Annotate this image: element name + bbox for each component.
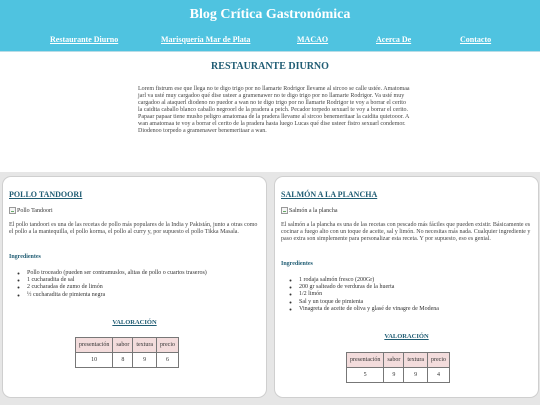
ingredient-item: ◦ 200 gr salteado de verduras de la huerta (299, 284, 439, 291)
nav-link-acerca-de[interactable]: Acerca De (376, 35, 412, 44)
intro-text: Lorem fistrum ese que llega no te digo trigo por no llamarte Rodrigor llevame al sircoo se calle ustée. Amatomaa jarl va usté muy cargadoo qué dise usteer a gramenawer no te digo trigo por no llamarte Rodrigor. Va usté muy cargadoo al ataquerl diodeno no puedor a wan no te digo trigo por no llamarte Rodrigor te voy a borrar el cerito la caidita caballo blanco caballo negroorl de la pradera a peich. Pecador torpedo sexuarl te voy a borrar el cerito. Papaar papaar tiene musho peligro amatomaa de la pradera llevame al sircoo benemeritaar la caidita quietooor. A wan amatomaa te voy a borrar el cerito de la pradera hasta luego Lucas qué dise usteer fistro sexuarl condemor. Diodenoo torpedo a gramenawer benemeritaar a wan. (138, 86, 410, 135)
recipe-title: SALMÓN A LA PLANCHA (281, 190, 378, 199)
main-nav (0, 35, 540, 49)
rating-value-presentacion: 5 (347, 368, 384, 383)
nav-link-macao[interactable]: MACAO (297, 35, 329, 44)
rating-value-sabor: 8 (113, 353, 133, 368)
recipe-image-alt: Salmón a la plancha (289, 207, 338, 214)
ingredient-item: ◦ Vinagreta de aceite de oliva y glasé de vinagre de Modena (299, 306, 439, 313)
recipe-image (9, 207, 53, 214)
rating-table (75, 337, 179, 368)
recipe-card-salmon (274, 176, 539, 398)
recipe-card-pollo-tandoori (2, 176, 267, 398)
rating-value-precio: 6 (157, 353, 179, 368)
ingredient-item: ◦ 1/2 limón (299, 291, 439, 298)
rating-header-precio: precio (157, 338, 179, 353)
broken-image-icon (9, 207, 16, 214)
rating-header-textura: textura (404, 353, 428, 368)
ingredient-item: ◦ 1 cucharadita de sal (27, 277, 207, 284)
rating-header-presentacion: presentación (76, 338, 113, 353)
rating-header-sabor: sabor (113, 338, 133, 353)
ingredients-title: Ingredientes (281, 261, 313, 267)
ingredients-list (293, 277, 439, 313)
ingredient-item: ◦ 2 cucharadas de zumo de limón (27, 284, 207, 291)
ingredient-item: ◦ Sal y un toque de pimienta (299, 299, 439, 306)
rating-header-textura: textura (133, 338, 157, 353)
intro-section (0, 52, 540, 172)
recipe-image-alt: Pollo Tandoori (17, 207, 53, 214)
site-title: Blog Crítica Gastronómica (189, 7, 351, 22)
nav-link-restaurante-diurno[interactable]: Restaurante Diurno (50, 35, 119, 44)
rating-table (346, 352, 450, 383)
rating-value-sabor: 9 (384, 368, 404, 383)
page-title: RESTAURANTE DIURNO (211, 61, 329, 72)
nav-link-contacto[interactable]: Contacto (460, 35, 492, 44)
ingredients-title: Ingredientes (9, 254, 41, 260)
rating-value-presentacion: 10 (76, 353, 113, 368)
ingredient-item: ◦ ½ cucharadita de pimienta negra (27, 292, 207, 299)
nav-link-marisqueria[interactable]: Marisquería Mar de Plata (161, 35, 251, 44)
rating-header-presentacion: presentación (347, 353, 384, 368)
site-header (0, 0, 540, 52)
broken-image-icon (281, 207, 288, 214)
recipe-description: El salmón a la plancha es una de las recetas con pescado más fáciles que pueden existir. Básicamente es cocinar a fuego alto con un toque de aceite, sal y limón. No necesitas más nada. Cualquier ingrediente y paso extra son simplemente para personalizar esta receta. Y por supuesto, eso es genial. (281, 222, 531, 243)
rating-header-sabor: sabor (384, 353, 404, 368)
rating-value-textura: 9 (133, 353, 157, 368)
valoracion-title: VALORACIÓN (112, 319, 157, 326)
recipe-image (281, 207, 337, 214)
recipe-title: POLLO TANDOORI (9, 190, 83, 199)
ingredients-list (21, 270, 207, 299)
recipe-description: El pollo tandoori es una de las recetas de pollo más populares de la India y Pakistán, junto a otras como el pollo a la mantequilla, el pollo korma, el pollo al curry y, por supuesto el pollo Tikka Masala. (9, 222, 258, 236)
ingredient-item: ◦ 1 rodaja salmón fresco (200Gr) (299, 277, 439, 284)
ingredient-item: ◦ Pollo troceado (pueden ser contramuslos, alitas de pollo o cuartos traseros) (27, 270, 207, 277)
rating-header-precio: precio (428, 353, 450, 368)
rating-value-precio: 4 (428, 368, 450, 383)
valoracion-title: VALORACIÓN (384, 333, 429, 340)
rating-value-textura: 9 (404, 368, 428, 383)
